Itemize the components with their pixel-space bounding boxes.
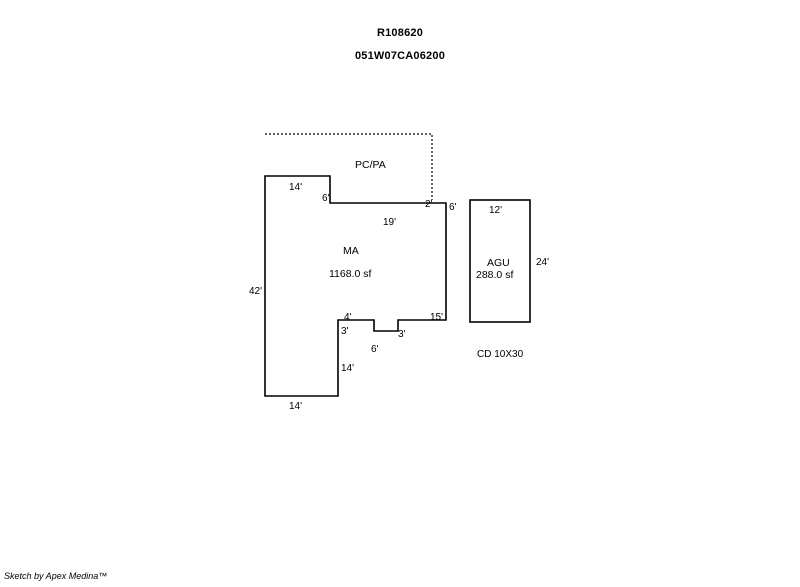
dimension-label-top-left-14: 14': [289, 182, 303, 193]
footer-credit: Sketch by Apex Medina™: [4, 571, 108, 581]
note-label-cd: CD 10X30: [477, 349, 524, 360]
dimension-label-12: 12': [489, 205, 503, 216]
dimension-label-24: 24': [536, 257, 550, 268]
area-sf-main: 1168.0 sf: [329, 268, 372, 280]
dimension-label-14-bottom: 14': [289, 401, 303, 412]
main-area-outline: [265, 176, 446, 396]
page-title-parcel-id: R108620: [376, 27, 424, 39]
dimension-label-3-right: 3': [398, 329, 406, 340]
page-title-legal-id: 051W07CA06200: [354, 50, 446, 62]
dimension-label-3-left: 3': [341, 326, 349, 337]
dimension-label-14-vertical: 14': [341, 363, 355, 374]
area-label-main: MA: [343, 245, 359, 257]
dimension-label-15: 15': [430, 312, 444, 323]
area-sf-garage: 288.0 sf: [476, 269, 514, 281]
dimension-label-42: 42': [249, 286, 263, 297]
dimension-label-6-garage: 6': [449, 202, 457, 213]
dimension-label-2: 2': [425, 199, 433, 210]
dimension-label-4: 4': [344, 312, 352, 323]
dimension-label-6-bottom: 6': [371, 344, 379, 355]
area-label-garage: AGU: [487, 257, 510, 269]
area-label-porch: PC/PA: [355, 159, 386, 171]
dimension-label-6-left: 6': [322, 193, 330, 204]
dimension-label-19: 19': [383, 217, 397, 228]
